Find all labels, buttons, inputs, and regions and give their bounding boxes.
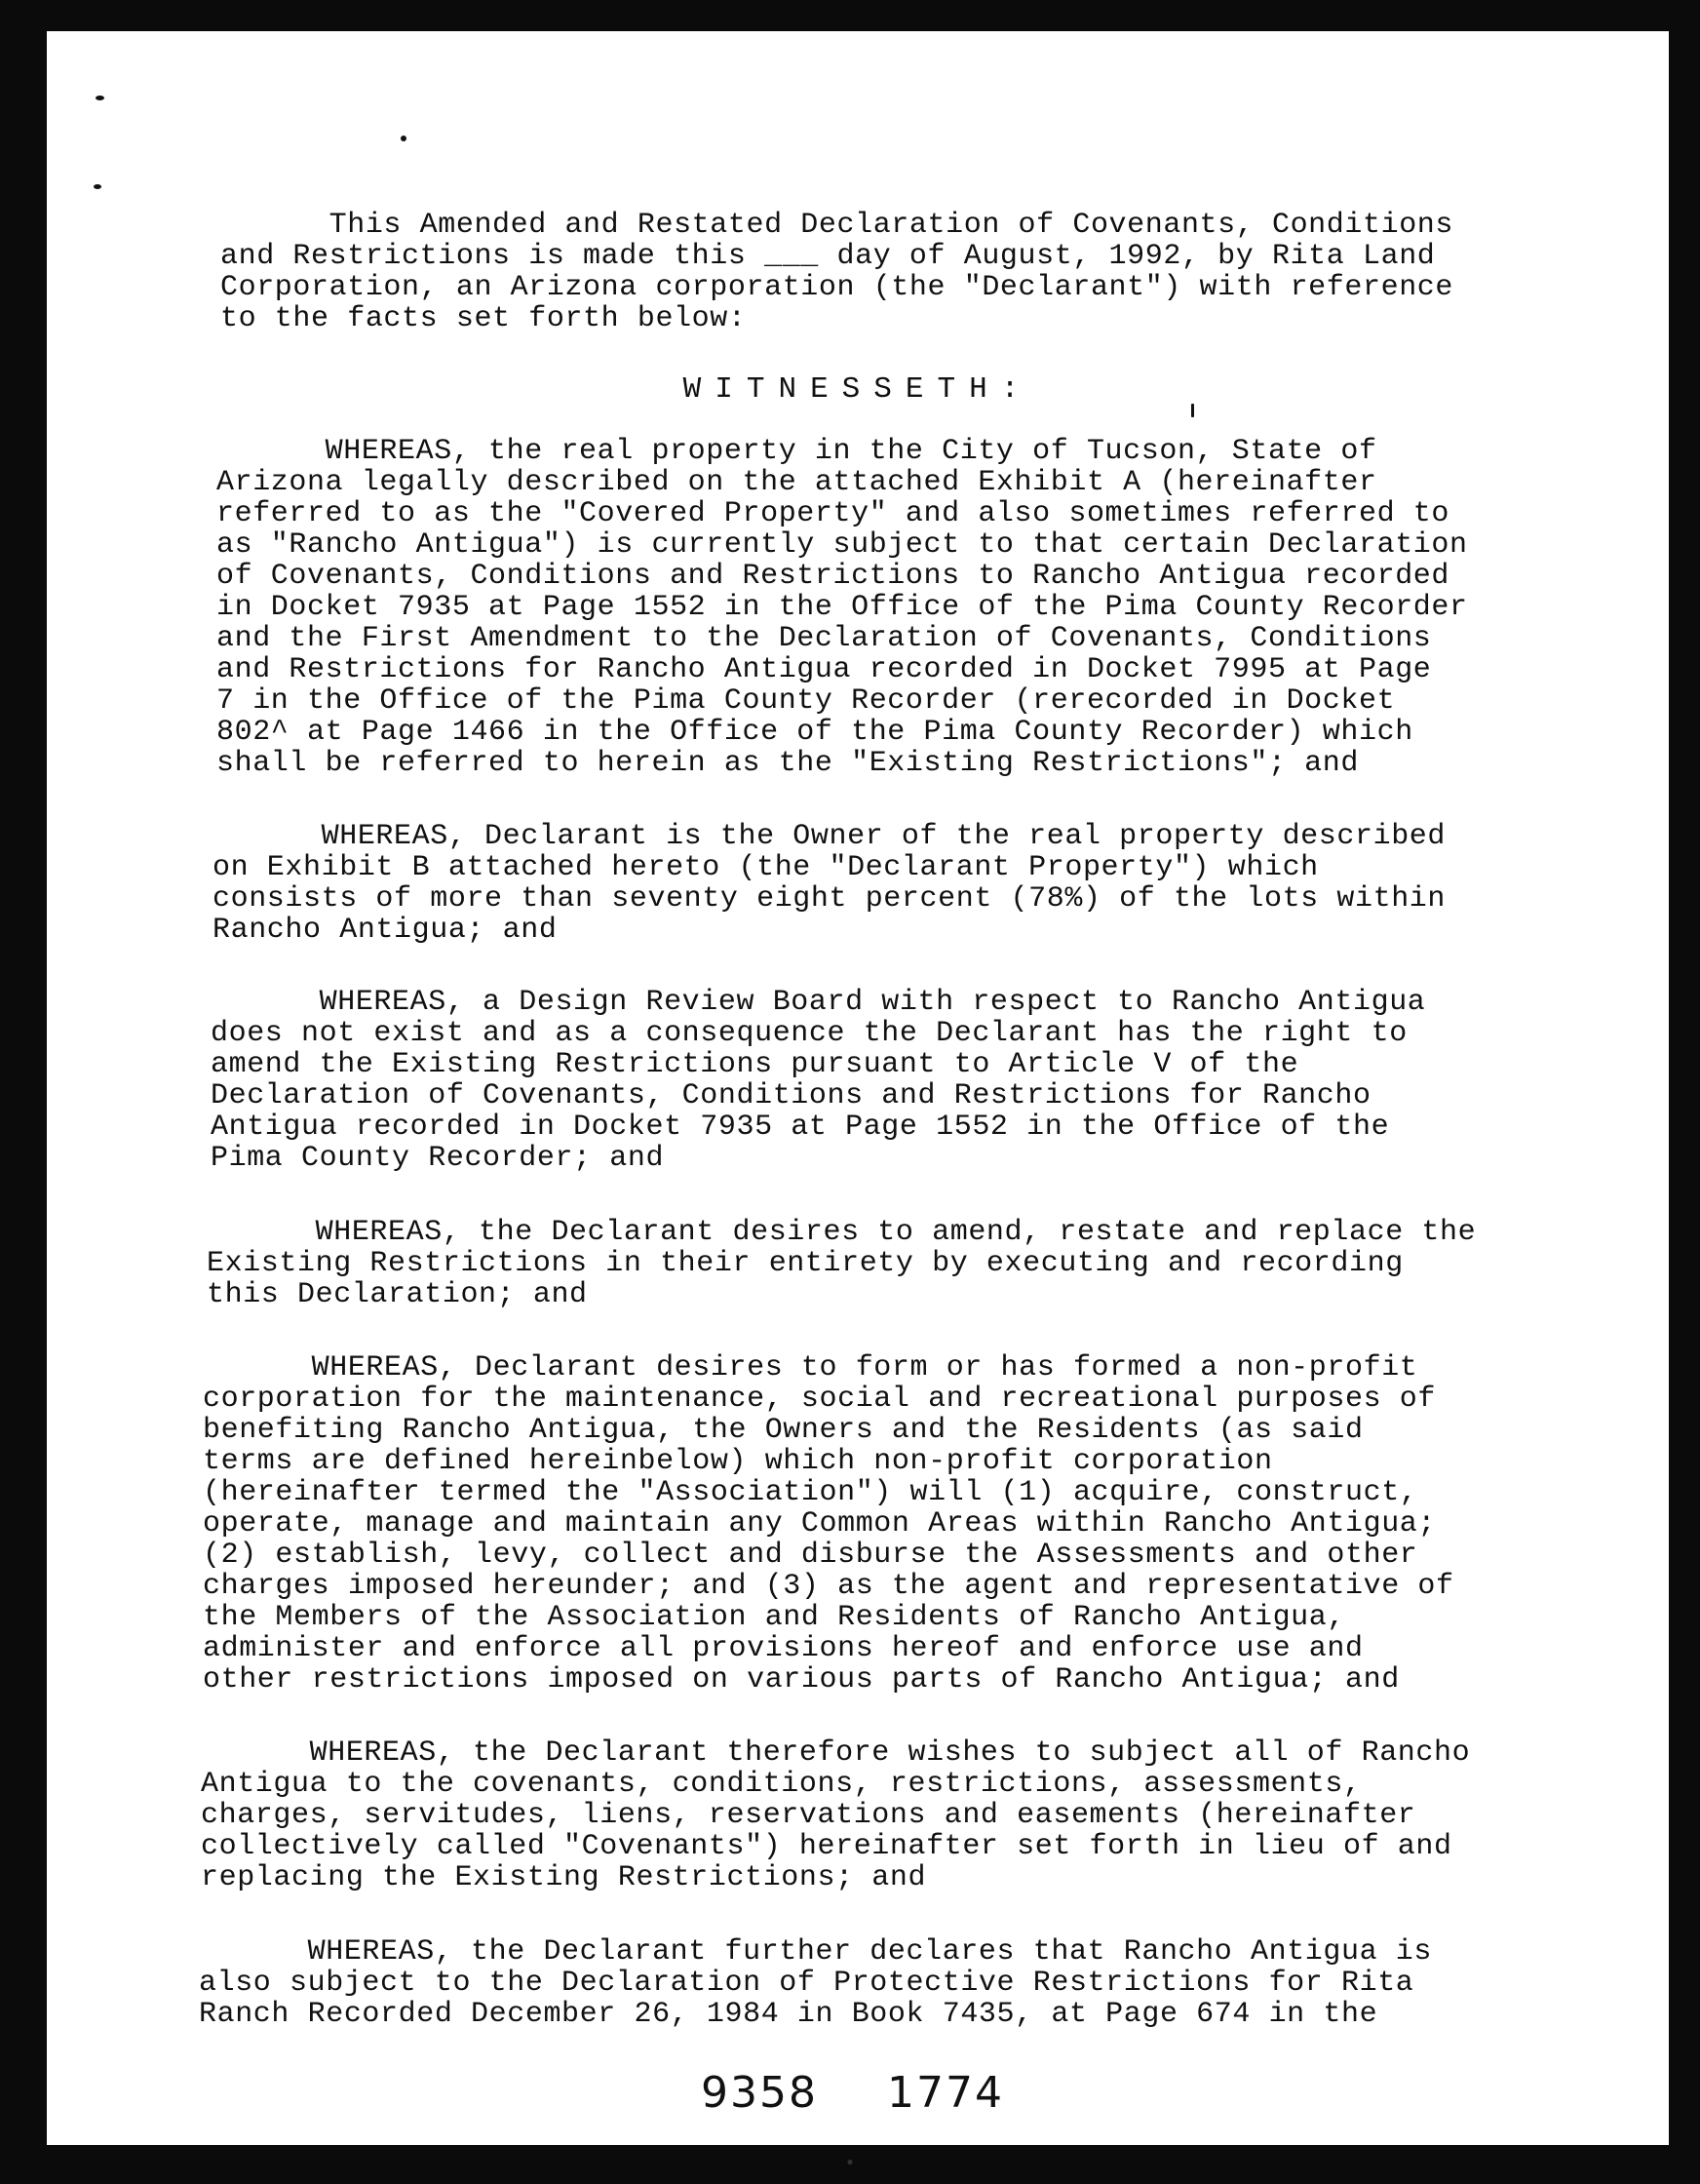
- recorder-page-number: 1774: [887, 2068, 1004, 2118]
- text-line: Declaration of Covenants, Conditions and Restrictions for Rancho: [211, 1079, 1372, 1112]
- text-line: Corporation, an Arizona corporation (the "Declarant") with reference: [220, 271, 1453, 304]
- text-line: does not exist and as a consequence the Declarant has the right to: [211, 1017, 1408, 1050]
- text-line: corporation for the maintenance, social and recreational purposes of: [203, 1383, 1436, 1416]
- text-line: Arizona legally described on the attached Exhibit A (hereinafter: [216, 466, 1377, 499]
- text-line: also subject to the Declaration of Protective Restrictions for Rita: [199, 1967, 1414, 2000]
- text-line: and Restrictions is made this ___ day of August, 1992, by Rita Land: [220, 240, 1436, 273]
- text-line: in Docket 7935 at Page 1552 in the Office of the Pima County Recorder: [216, 591, 1468, 624]
- scan-speck: [94, 184, 101, 189]
- text-line: 7 in the Office of the Pima County Recorder (rerecorded in Docket: [216, 684, 1396, 718]
- text-line: as "Rancho Antigua") is currently subject to that certain Declaration: [216, 528, 1468, 562]
- text-line: Rancho Antigua; and: [212, 914, 558, 947]
- text-line: collectively called "Covenants") hereinafter set forth in lieu of and: [201, 1830, 1452, 1863]
- text-line: (hereinafter termed the "Association") will (1) acquire, construct,: [203, 1476, 1418, 1509]
- text-line: operate, manage and maintain any Common Areas within Rancho Antigua;: [203, 1507, 1436, 1540]
- text-line: other restrictions imposed on various parts of Rancho Antigua; and: [203, 1663, 1400, 1696]
- text-line: WHEREAS, the Declarant therefore wishes to subject all of Rancho: [201, 1736, 1471, 1770]
- section-heading: WITNESSETH:: [682, 372, 1033, 407]
- text-line: charges, servitudes, liens, reservations and easements (hereinafter: [201, 1799, 1416, 1832]
- text-line: consists of more than seventy eight percent (78%) of the lots within: [212, 882, 1446, 916]
- text-line: shall be referred to herein as the "Existing Restrictions"; and: [216, 747, 1359, 780]
- text-line: referred to as the "Covered Property" and also sometimes referred to: [216, 497, 1449, 530]
- text-line: and the First Amendment to the Declaration of Covenants, Conditions: [216, 622, 1432, 655]
- text-line: (2) establish, levy, collect and disburse the Assessments and other: [203, 1539, 1418, 1572]
- text-line: to the facts set forth below:: [220, 302, 747, 335]
- text-line: terms are defined hereinbelow) which non-profit corporation: [203, 1445, 1273, 1478]
- text-line: Pima County Recorder; and: [211, 1142, 665, 1175]
- text-line: this Declaration; and: [207, 1278, 588, 1311]
- text-line: This Amended and Restated Declaration of Covenants, Conditions: [220, 209, 1453, 242]
- text-line: Antigua to the covenants, conditions, restrictions, assessments,: [201, 1768, 1362, 1801]
- text-line: WHEREAS, the Declarant further declares that Rancho Antigua is: [199, 1935, 1432, 1969]
- text-line: WHEREAS, the real property in the City of Tucson, State of: [216, 435, 1377, 468]
- text-line: benefiting Rancho Antigua, the Owners and the Residents (as said: [203, 1414, 1364, 1447]
- text-line: administer and enforce all provisions hereof and enforce use and: [203, 1632, 1364, 1665]
- text-line: WHEREAS, a Design Review Board with respect to Rancho Antigua: [211, 986, 1426, 1019]
- text-line: and Restrictions for Rancho Antigua recorded in Docket 7995 at Page: [216, 653, 1432, 686]
- text-line: WHEREAS, Declarant is the Owner of the real property described: [212, 820, 1446, 853]
- text-line: of Covenants, Conditions and Restrictions to Rancho Antigua recorded: [216, 560, 1449, 593]
- text-line: 802^ at Page 1466 in the Office of the Pima County Recorder) which: [216, 716, 1413, 749]
- text-line: WHEREAS, Declarant desires to form or has formed a non-profit: [203, 1351, 1418, 1384]
- docket-number: 9358: [701, 2068, 818, 2118]
- text-line: WHEREAS, the Declarant desires to amend, restate and replace the: [207, 1216, 1477, 1249]
- text-line: replacing the Existing Restrictions; and: [201, 1861, 927, 1894]
- document-page: [47, 31, 1669, 2145]
- text-line: on Exhibit B attached hereto (the "Declarant Property") which: [212, 851, 1319, 884]
- text-line: Antigua recorded in Docket 7935 at Page 1552 in the Office of the: [211, 1111, 1390, 1144]
- text-line: Ranch Recorded December 26, 1984 in Book 7435, at Page 674 in the: [199, 1998, 1378, 2031]
- text-line: charges imposed hereunder; and (3) as the agent and representative of: [203, 1570, 1454, 1603]
- text-line: amend the Existing Restrictions pursuant to Article V of the: [211, 1048, 1299, 1081]
- scan-speck: [401, 136, 406, 141]
- scan-speck: [96, 96, 104, 100]
- text-line: the Members of the Association and Residents of Rancho Antigua,: [203, 1601, 1345, 1634]
- text-line: Existing Restrictions in their entirety by executing and recording: [207, 1247, 1404, 1280]
